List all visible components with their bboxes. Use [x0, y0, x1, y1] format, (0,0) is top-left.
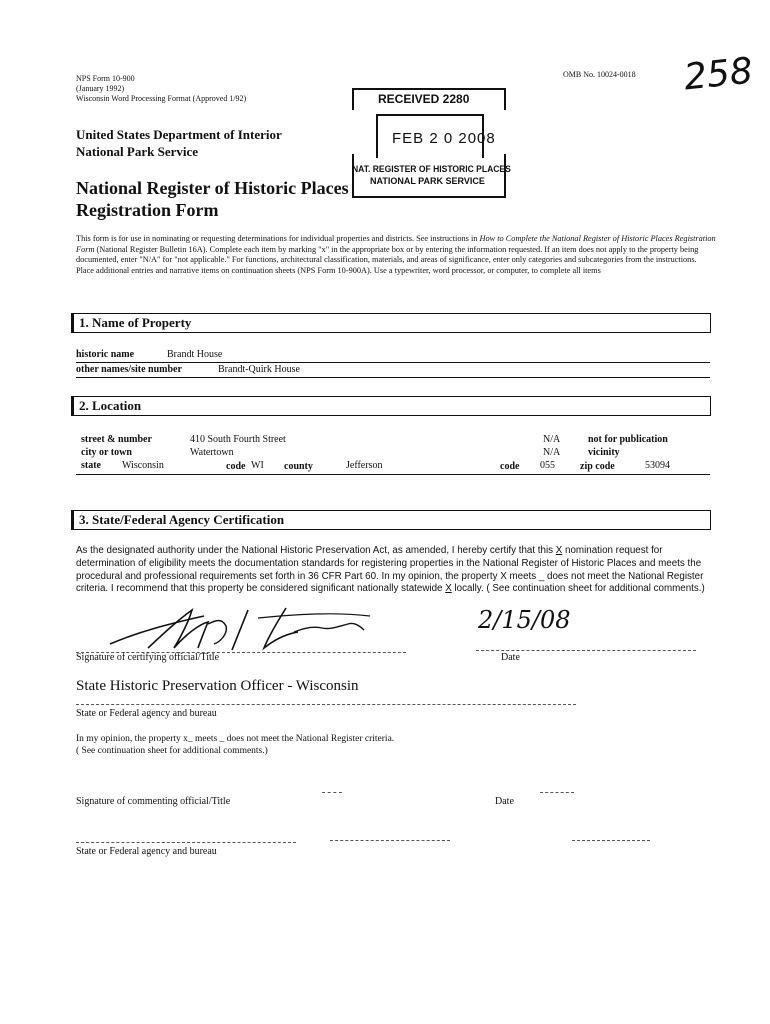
stamp-service: NATIONAL PARK SERVICE [370, 176, 485, 186]
cert-mark-1: X [555, 545, 563, 556]
county-code-value: 055 [540, 460, 555, 471]
date-line-mark [540, 792, 574, 793]
historic-name-label: historic name [76, 349, 135, 360]
state-code-value: WI [251, 460, 264, 471]
service-name: National Park Service [76, 144, 199, 159]
certification-paragraph [76, 545, 708, 596]
date-line [476, 650, 696, 651]
format-note: Wisconsin Word Processing Format (Approved 1/92) [76, 94, 247, 103]
section-2-title: 2. Location [79, 398, 142, 413]
opinion-line-1: In my opinion, the property x_ meets _ does not meet the National Register criteria. [76, 734, 395, 744]
historic-name-value: Brandt House [167, 349, 223, 360]
not-for-publication: not for publication [588, 434, 668, 445]
instructions-paragraph [76, 234, 716, 276]
agency-line-2c [572, 840, 650, 841]
other-names-value: Brandt-Quirk House [218, 364, 300, 375]
county-value: Jefferson [346, 460, 383, 471]
agency-label: State or Federal agency and bureau [76, 708, 217, 719]
agency-label-2: State or Federal agency and bureau [76, 846, 217, 857]
commenting-date-label: Date [495, 796, 514, 807]
department-name: United States Department of Interior [76, 127, 282, 142]
handwritten-date: 2/15/08 [478, 606, 571, 634]
certifying-official-title: State Historic Preservation Officer - Wisconsin [76, 678, 359, 694]
date-label: Date [501, 652, 520, 663]
divider [76, 474, 710, 475]
section-2-header [71, 396, 711, 416]
vicinity-label: vicinity [588, 447, 620, 458]
section-1-title: 1. Name of Property [79, 315, 192, 330]
street-na: N/A [543, 434, 561, 445]
certifying-signature-image [108, 604, 378, 654]
handwritten-number: 258 [682, 50, 755, 99]
title-line-2: Registration Form [76, 200, 219, 220]
form-title [76, 177, 349, 221]
divider [76, 362, 710, 363]
stamp-register: NAT. REGISTER OF HISTORIC PLACES [352, 164, 511, 174]
section-3-title: 3. State/Federal Agency Certification [79, 512, 285, 527]
opinion-line-2: ( See continuation sheet for additional comments.) [76, 746, 268, 756]
state-value: Wisconsin [122, 460, 164, 471]
city-na: N/A [543, 447, 561, 458]
received-stamp [352, 88, 511, 198]
form-number: NPS Form 10-900 [76, 74, 135, 83]
state-code-label: code [226, 461, 246, 472]
signature-line-mark [322, 792, 342, 793]
intro-text-2: (National Register Bulletin 16A). Complete each item by marking "x" in the appropriate box or by entering the information requested. If an item does not apply to the property being documented, enter "N/A" for "not applicable." For functions, architectural classification, materials, and areas of significance, enter only categories and subcategories from the instructions. Place additional entries and narrative items on continuation sheets (NPS Form 10-900A). Use a typewriter, word processor, or computer, to complete all items [76, 244, 699, 275]
agency-heading [76, 126, 282, 160]
section-3-header [71, 510, 711, 530]
zip-value: 53094 [645, 460, 670, 471]
city-value: Watertown [190, 447, 234, 458]
title-line-1: National Register of Historic Places [76, 178, 349, 198]
form-date: (January 1992) [76, 84, 125, 93]
stamp-received: RECEIVED 2280 [378, 92, 470, 106]
intro-italic: How to Complete the National Register of Historic Places Registration Form [76, 234, 716, 254]
zip-label: zip code [580, 461, 615, 472]
signature-label: Signature of certifying official/Title [76, 652, 220, 663]
city-label: city or town [81, 447, 132, 458]
agency-line-2b [330, 840, 450, 841]
commenting-signature-label: Signature of commenting official/Title [76, 796, 231, 807]
cert-text-1: As the designated authority under the National Historic Preservation Act, as amended, I hereby certify that this [76, 545, 556, 556]
street-value: 410 South Fourth Street [190, 434, 286, 445]
section-1-header [71, 313, 711, 333]
agency-line [76, 704, 576, 705]
omb-number: OMB No. 10024-0018 [563, 70, 636, 79]
historic-name-row [76, 349, 134, 360]
intro-text-1: This form is for use in nominating or requesting determinations for individual properties and districts. See instructions in [76, 234, 480, 243]
cert-text-2: nomination request for determination of eligibility meets the documentation standards for registering properties in the National Register of Historic Places and meets the procedural and professional requirements set forth in 36 CFR Part 60. In my opinion, the property X meets _ does not meet the National Register criteria. I recommend that this property be considered significant nationally statewide [76, 545, 704, 595]
county-code-label: code [500, 461, 520, 472]
cert-mark-2: X [445, 583, 452, 595]
other-names-label-text: other names/site number [76, 364, 182, 375]
county-label: county [284, 461, 313, 472]
agency-line-2 [76, 842, 296, 843]
state-label: state [81, 460, 101, 471]
stamp-date: FEB 2 0 2008 [392, 130, 496, 147]
street-label: street & number [81, 434, 152, 445]
cert-text-3: locally. ( See continuation sheet for additional comments.) [451, 583, 705, 595]
form-meta [76, 74, 246, 104]
other-names-label [76, 364, 182, 375]
divider [76, 377, 710, 378]
